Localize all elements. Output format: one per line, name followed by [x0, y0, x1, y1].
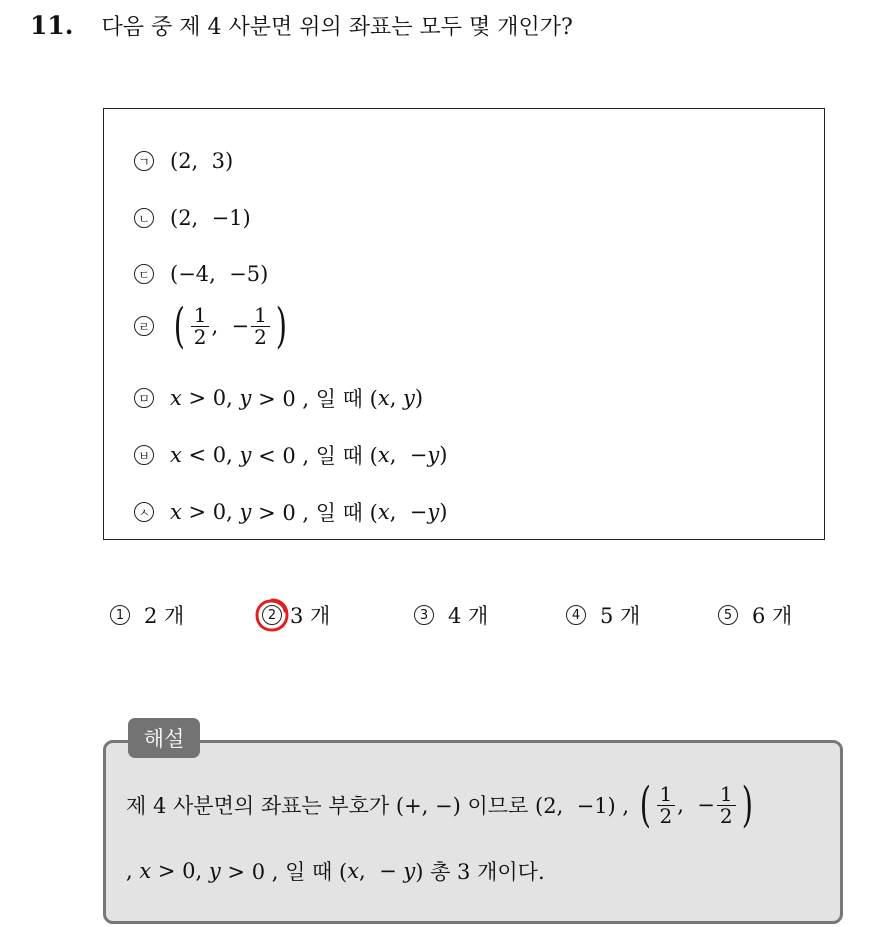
- option-item: [134, 149, 233, 173]
- condition: > 0 , 일 때 (: [251, 387, 378, 411]
- answer-choice-2[interactable]: [262, 600, 330, 630]
- condition: > 0 , 일 때 (: [220, 860, 348, 884]
- option-item: [134, 440, 447, 470]
- choice-label: 6 개: [752, 604, 793, 628]
- condition: > 0,: [181, 500, 240, 524]
- fraction-numerator: 1: [717, 784, 736, 806]
- var-x: x: [170, 386, 182, 410]
- option-marker: ㅂ: [134, 445, 154, 465]
- answer-choice-3[interactable]: [414, 600, 488, 630]
- answer-choice-1[interactable]: [110, 600, 184, 630]
- fraction-denominator: 2: [254, 324, 267, 349]
- left-paren: (: [639, 777, 651, 833]
- solution-text: ,: [126, 859, 140, 883]
- separator: , −: [359, 859, 404, 883]
- option-text: (2, −1): [170, 206, 251, 230]
- var-x: x: [377, 386, 390, 410]
- separator: , −: [677, 793, 715, 817]
- option-marker: ㄴ: [134, 208, 154, 228]
- var-x: x: [347, 859, 360, 883]
- var-y: y: [427, 500, 440, 524]
- fraction-numerator: 1: [251, 305, 270, 327]
- choice-label: 4 개: [448, 604, 489, 628]
- selected-choice-wrap: [262, 605, 290, 625]
- option-item: [134, 262, 268, 286]
- fraction: [191, 302, 210, 349]
- options-box: [103, 108, 825, 540]
- var-y: y: [427, 443, 440, 467]
- solution-text: ) 총 3 개이다.: [415, 860, 545, 884]
- question-header: [30, 10, 573, 41]
- option-marker: ㄹ: [134, 316, 154, 336]
- solution-line-2: [126, 856, 545, 886]
- fraction-denominator: 2: [719, 803, 733, 828]
- fraction-numerator: 1: [191, 305, 210, 327]
- var-x: x: [139, 859, 152, 883]
- option-text: (2, 3): [170, 149, 234, 173]
- fraction-denominator: 2: [193, 324, 207, 349]
- var-x: x: [377, 500, 390, 524]
- condition: > 0 , 일 때 (: [251, 501, 378, 525]
- choice-number: 3: [414, 605, 434, 625]
- fraction-numerator: 1: [657, 784, 676, 806]
- choice-number: 1: [110, 605, 130, 625]
- fraction-denominator: 2: [659, 803, 673, 828]
- var-y: y: [403, 386, 415, 410]
- separator: , −: [211, 314, 250, 338]
- option-item: [134, 206, 251, 230]
- choice-number: 5: [718, 605, 738, 625]
- option-marker: ㄷ: [134, 264, 154, 284]
- option-item: [134, 497, 447, 527]
- var-y: y: [239, 500, 252, 524]
- close-paren: ): [439, 443, 448, 467]
- var-x: x: [170, 443, 182, 467]
- solution-tag: 해설: [128, 718, 200, 758]
- fraction: [657, 781, 676, 828]
- condition: > 0,: [181, 386, 240, 410]
- var-x: x: [377, 443, 390, 467]
- close-paren: ): [439, 500, 448, 524]
- condition: > 0,: [151, 859, 209, 883]
- option-marker: ㅁ: [134, 388, 154, 408]
- close-paren: ): [414, 386, 424, 410]
- var-x: x: [170, 500, 182, 524]
- left-paren: (: [173, 298, 185, 354]
- option-item: [134, 383, 423, 413]
- solution-text: 제 4 사분면의 좌표는 부호가 (+, −) 이므로 (2, −1) ,: [126, 794, 636, 818]
- var-y: y: [403, 859, 416, 883]
- solution-box: [103, 740, 843, 924]
- choice-label: 2 개: [144, 604, 185, 628]
- answer-choices: [0, 600, 884, 640]
- condition: < 0,: [181, 443, 240, 467]
- var-y: y: [239, 386, 252, 410]
- question-number: 11.: [30, 11, 74, 40]
- separator: , −: [389, 443, 428, 467]
- choice-number: 2: [262, 605, 282, 625]
- choice-label: 5 개: [600, 604, 641, 628]
- option-item: [134, 298, 291, 354]
- answer-choice-5[interactable]: [718, 600, 792, 630]
- var-y: y: [208, 859, 221, 883]
- condition: < 0 , 일 때 (: [251, 444, 378, 468]
- option-text: (−4, −5): [170, 262, 269, 286]
- answer-choice-4[interactable]: [566, 600, 640, 630]
- right-paren: ): [275, 298, 287, 354]
- option-marker: ㅅ: [134, 502, 154, 522]
- fraction: [251, 302, 270, 349]
- separator: , −: [389, 500, 428, 524]
- solution-line-1: [126, 777, 756, 833]
- choice-label: 3 개: [290, 604, 331, 628]
- right-paren: ): [741, 777, 753, 833]
- choice-number: 4: [566, 605, 586, 625]
- selection-circle-icon: [254, 597, 290, 633]
- var-y: y: [239, 443, 252, 467]
- question-text: 다음 중 제 4 사분면 위의 좌표는 모두 몇 개인가?: [101, 15, 573, 40]
- option-marker: ㄱ: [134, 151, 154, 171]
- fraction: [717, 781, 736, 828]
- separator: ,: [389, 386, 404, 410]
